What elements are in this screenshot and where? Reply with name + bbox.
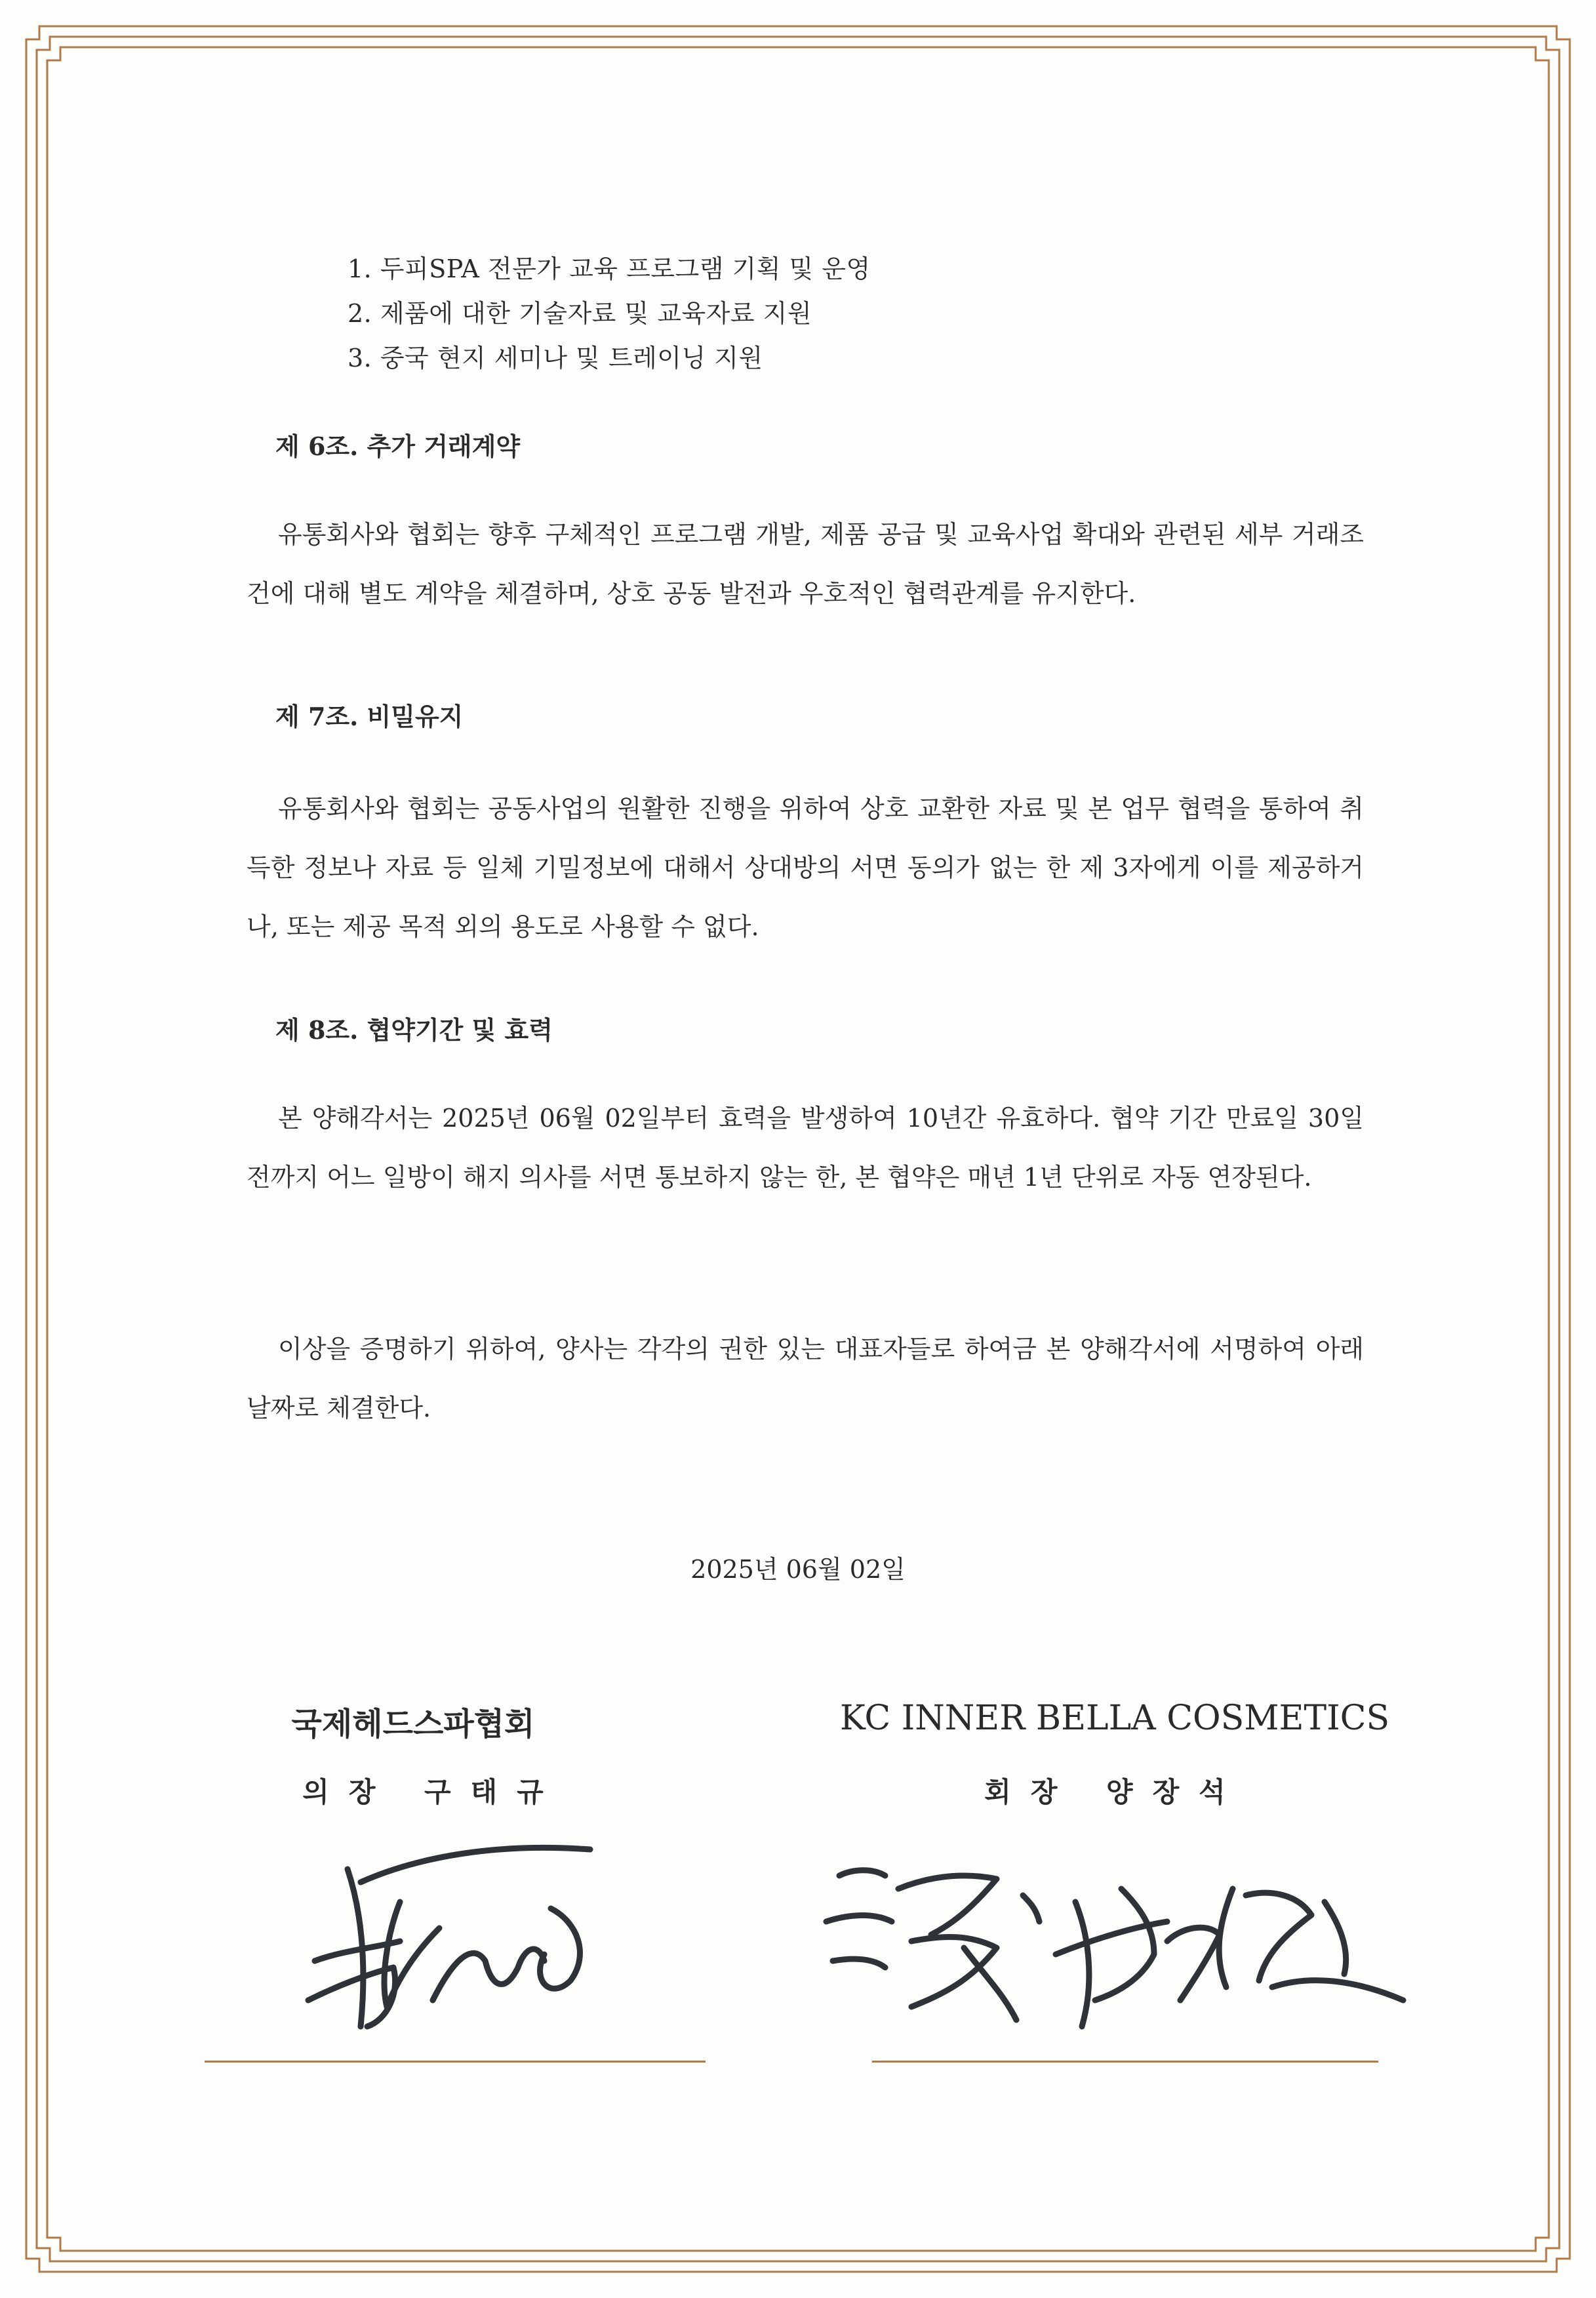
article-8-title: 제 8조. 협약기간 및 효력 [275, 1015, 553, 1045]
party-2-signature [813, 1849, 1423, 2046]
list-item: 1. 두피SPA 전문가 교육 프로그램 기획 및 운영 [348, 254, 871, 283]
signing-date: 2025년 06월 02일 [690, 1555, 906, 1584]
list-item: 3. 중국 현지 세미나 및 트레이닝 지원 [348, 344, 763, 373]
party-2-signature-line [872, 2061, 1378, 2063]
party-1-title: 의장 구태규 [302, 1776, 563, 1808]
support-list [348, 247, 871, 380]
article-6-body: 유통회사와 협회는 향후 구체적인 프로그램 개발, 제품 공급 및 교육사업 확대와 관련된 세부 거래조건에 대해 별도 계약을 체결하며, 상호 공동 발전과 우호적인 협력관계를 유지한다. [247, 520, 1364, 608]
list-item: 2. 제품에 대한 기술자료 및 교육자료 지원 [348, 299, 812, 328]
party-2-title: 회장 양장석 [984, 1776, 1245, 1808]
party-1-name: 국제헤드스파협회 [291, 1706, 535, 1743]
party-1-signature [289, 1830, 629, 2053]
article-6-title: 제 6조. 추가 거래계약 [275, 432, 521, 461]
article-7-body: 유통회사와 협회는 공동사업의 원활한 진행을 위하여 상호 교환한 자료 및 본 업무 협력을 통하여 취득한 정보나 자료 등 일체 기밀정보에 대해서 상대방의 서면 동의가 없는 한 제 3자에게 이를 제공하거나, 또는 제공 목적 외의 용도로 사용할 수 없다. [247, 794, 1364, 941]
party-1-signature-line [205, 2061, 706, 2063]
article-8-body: 본 양해각서는 2025년 06월 02일부터 효력을 발생하여 10년간 유효하다. 협약 기간 만료일 30일 전까지 어느 일방이 해지 의사를 서면 통보하지 않는 한, 본 협약은 매년 1년 단위로 자동 연장된다. [247, 1104, 1364, 1192]
party-2-name: KC INNER BELLA COSMETICS [839, 1699, 1390, 1738]
closing-statement: 이상을 증명하기 위하여, 양사는 각각의 권한 있는 대표자들로 하여금 본 양해각서에 서명하여 아래 날짜로 체결한다. [247, 1335, 1364, 1422]
article-7-title: 제 7조. 비밀유지 [275, 702, 464, 731]
